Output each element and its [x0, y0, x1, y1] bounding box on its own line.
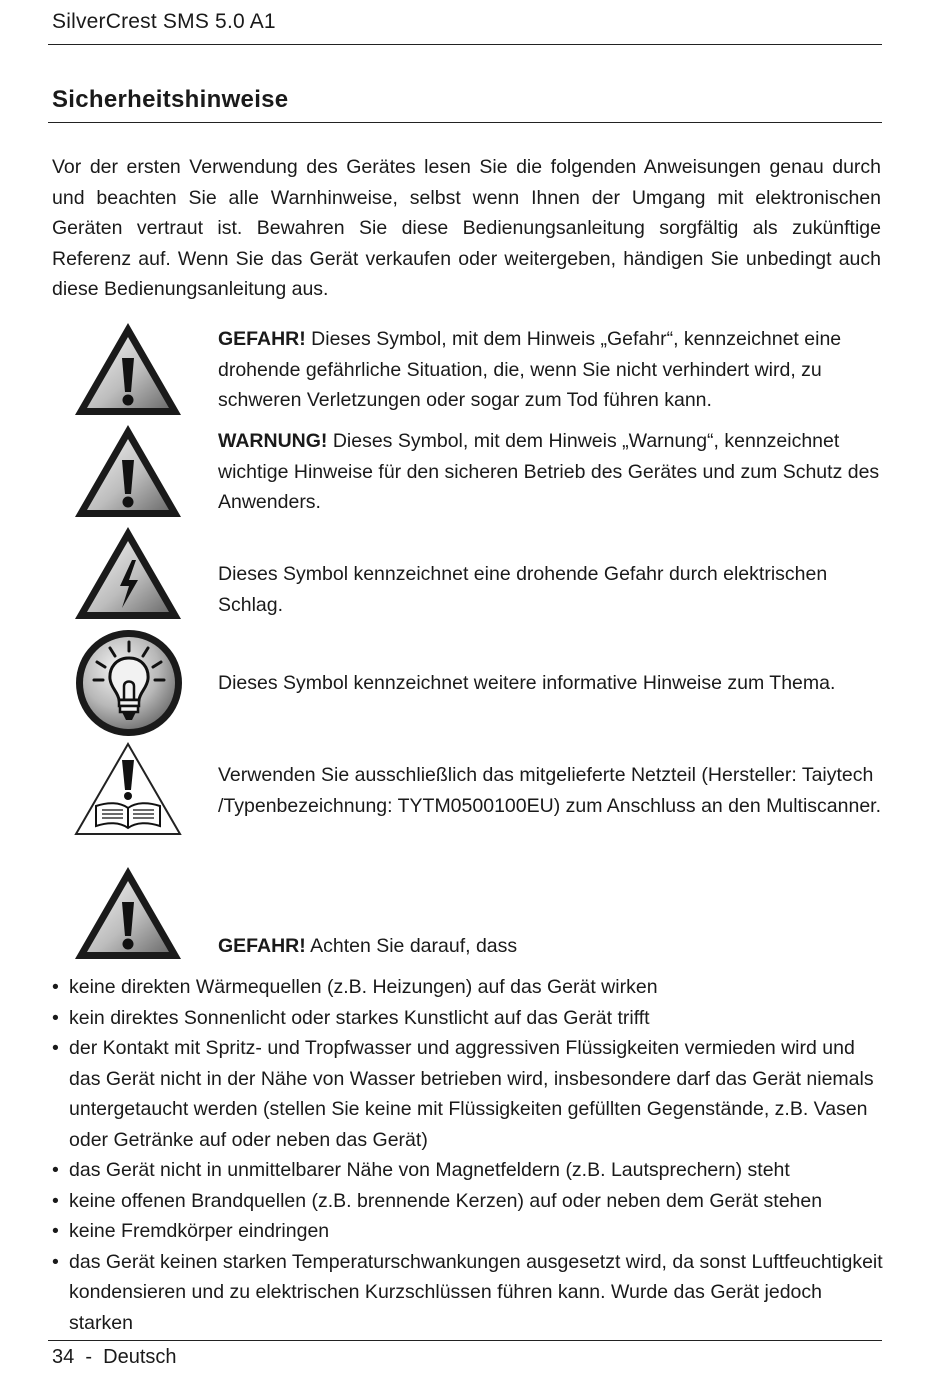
list-item [52, 1033, 887, 1155]
electric-note: Dieses Symbol kennzeichnet eine drohende Gefahr durch elektrischen Schlag. [218, 563, 828, 616]
list-item [52, 972, 887, 1003]
list-item [52, 1186, 887, 1217]
bullet-icon: • [52, 1006, 59, 1029]
info-note: Dieses Symbol kennzeichnet weitere informative Hinweise zum Thema. [218, 672, 836, 694]
header-rule [48, 44, 882, 45]
footer-language: Deutsch [103, 1346, 177, 1368]
list-item-text: der Kontakt mit Spritz- und Tropfwasser und aggressiven Flüssigkeiten vermieden wird und das Gerät nicht in der Nähe von Wasser betrieben wird, insbesondere darf das Gerät niemals untergetaucht werden (stellen Sie keine mit Flüssigkeiten gefüllten Gegenstände, z.B. Vasen oder Getränke auf oder neben das Gerät) [69, 1037, 874, 1151]
bullet-icon: • [52, 1189, 59, 1212]
list-item-text: keine direkten Wärmequellen (z.B. Heizungen) auf das Gerät wirken [69, 976, 658, 998]
page-number: 34 [52, 1346, 75, 1368]
read-manual-icon [72, 740, 184, 838]
list-item [52, 1247, 887, 1339]
warning-note [218, 426, 883, 518]
bullet-icon: • [52, 1250, 59, 1273]
footer-separator: - [85, 1346, 93, 1368]
intro-paragraph: Vor der ersten Verwendung des Gerätes lesen Sie die folgenden Anweisungen genau durch und beachten Sie alle Warnhinweise, selbst wenn Ihnen der Umgang mit elektronischen Geräten vertraut ist. Bewahren Sie diese Bedienungsanleitung sorgfältig als zukünftige Referenz auf. Wenn Sie das Gerät verkaufen oder weitergeben, händigen Sie unbedingt auch diese Bedienungsanleitung aus. [52, 156, 881, 301]
list-item-text: das Gerät keinen starken Temperaturschwankungen ausgesetzt wird, da sonst Luftfeuchtigkeit kondensieren und zu elektrischen Kurzschlüssen führen kann. Wurde das Gerät jedoch starken [69, 1250, 883, 1334]
bullet-icon: • [52, 1159, 59, 1181]
danger-note-2 [218, 931, 883, 962]
bullet-icon: • [52, 976, 59, 998]
list-item [52, 1155, 887, 1186]
list-item [52, 1003, 887, 1034]
title-rule [48, 122, 882, 123]
warning-text: Dieses Symbol, mit dem Hinweis „Warnung“, kennzeichnet wichtige Hinweise für den sicheren Betrieb des Gerätes und zum Schutz des Anwenders. [218, 430, 880, 514]
electric-shock-icon [72, 524, 184, 622]
list-item-text: das Gerät nicht in unmittelbarer Nähe von Magnetfeldern (z.B. Lautsprechern) steht [69, 1159, 790, 1181]
danger-warning-icon [72, 320, 184, 418]
danger-warning-icon-2 [72, 864, 184, 962]
footer-rule [48, 1340, 882, 1341]
lightbulb-info-icon [74, 628, 184, 738]
danger2-text: Achten Sie darauf, dass [305, 935, 518, 957]
list-item-text: keine offenen Brandquellen (z.B. brennende Kerzen) auf oder neben dem Gerät stehen [69, 1189, 823, 1212]
danger2-label: GEFAHR! [218, 935, 306, 957]
danger-label: GEFAHR! [218, 328, 306, 350]
warning-icon [72, 422, 184, 520]
section-title: Sicherheitshinweise [52, 86, 289, 113]
bullet-icon: • [52, 1037, 59, 1059]
list-item [52, 1216, 887, 1247]
list-item-text: keine Fremdkörper eindringen [69, 1220, 330, 1242]
list-item-text: kein direktes Sonnenlicht oder starkes Kunstlicht auf das Gerät trifft [69, 1006, 650, 1029]
danger-note [218, 324, 883, 416]
danger-text: Dieses Symbol, mit dem Hinweis „Gefahr“, kennzeichnet eine drohende gefährliche Situation, die, wenn Sie nicht verhindert wird, zu schweren Verletzungen oder sogar zum Tod führen kann. [218, 328, 842, 412]
document-header: SilverCrest SMS 5.0 A1 [52, 10, 276, 33]
precautions-list [52, 972, 887, 1338]
warning-label: WARNUNG! [218, 430, 328, 452]
adapter-note: Verwenden Sie ausschließlich das mitgelieferte Netzteil (Hersteller: Taiytech /Typenbezeichnung: TYTM0500100EU) zum Anschluss an den Multiscanner. [218, 764, 882, 817]
page-footer [52, 1346, 177, 1369]
bullet-icon: • [52, 1220, 59, 1242]
